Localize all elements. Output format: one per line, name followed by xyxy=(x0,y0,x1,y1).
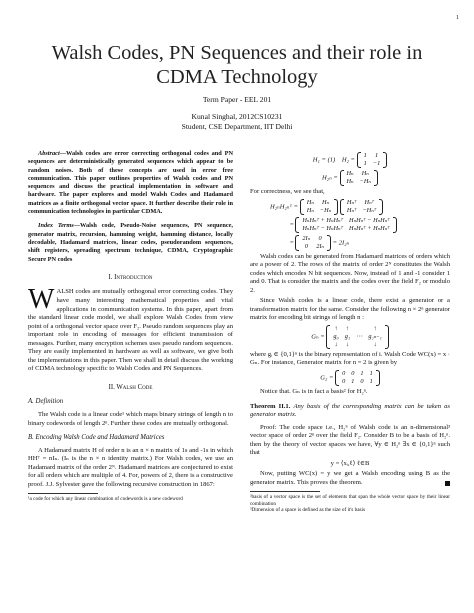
theorem xyxy=(250,403,450,420)
eq-final: = 2I₂ₙ xyxy=(332,239,350,247)
section-heading-introduction: I. Introduction xyxy=(108,273,153,281)
equation-product-expanded: = HₙHₙᵀ + HₙHₙᵀ HₙHₙᵀ − HₙHₙᵀ HₙHₙᵀ − HₙHₙᵀ HₙHₙᵀ + HₙHₙᵀ xyxy=(250,217,450,233)
eq-h2-lhs: H₂ = xyxy=(341,156,356,164)
matrix-gn: ↑ ↑ ↑ g₀ g₁ ⋯ g₂ₙ₋₁ ↓ ↓ ↓ xyxy=(326,325,388,349)
paper-subtitle: Term Paper - EEL 201 xyxy=(202,95,272,104)
footnote-2: ²basis of a vector space is the set of elements that span the whole vector space by their linear combination xyxy=(250,494,450,507)
index-terms-text: —Walsh code, Pseudo-Noise sequences, PN sequence, generator matrix, recursion, hamming weight, hamming distance, locally decodable, Hadamard matrices, linear codes, pseudorandom sequences, shift registers, spreading spectrum technique, CDMA, Cryptographic Secure PN codes xyxy=(28,222,233,263)
proof-conclusion xyxy=(250,470,450,487)
section-heading-walsh-code: II. Walsh Code xyxy=(108,383,153,391)
right-column xyxy=(250,150,450,514)
matrix-g2: 0 0 1 1 0 1 0 1 xyxy=(335,370,380,386)
theorem-label: Theorem II.1. xyxy=(250,402,291,410)
subsection-heading-encoding: B. Encoding Walsh Code and Hadamard Matrices xyxy=(28,434,165,442)
theorem-text: Any basis of the corresponding matrix can be taken as generator matrix. xyxy=(250,402,450,419)
paragraph-generator: Since Walsh codes is a linear code, there exist a generator or a transformation matrix for the same. Consider the following n × 2ⁿ generator matrix for encoding bit strings of length n : xyxy=(250,297,450,322)
definition-paragraph: The Walsh code is a linear code¹ which maps binary strings of length n to binary codewords of length 2ⁿ. Further these codes are mutually orthogonal. xyxy=(28,410,233,427)
matrix-a: Hₙ Hₙ Hₙ −Hₙ xyxy=(300,199,338,215)
left-column xyxy=(28,150,233,503)
qed-symbol xyxy=(445,481,450,486)
matrix-2i: 2Iₙ 0 0 2Iₙ xyxy=(295,235,331,251)
intro-paragraph xyxy=(28,284,233,373)
eq-gn-lhs: Gₙ = xyxy=(311,333,325,341)
paragraph-gi-definition: where gᵢ ∈ {0,1}ⁿ is the binary representation of i. Walsh Code WC(x) = x · Gₙ. For instance, Generator matrix for n = 2 is given by xyxy=(250,350,450,367)
author-line: Kunal Singhal, 2012CS10231 xyxy=(191,112,283,121)
abstract-label: Abstract xyxy=(38,150,60,157)
matrix-h2n: Hₙ Hₙ Hₙ −Hₙ xyxy=(340,170,378,186)
paper-title-line1: Walsh Codes, PN Sequences and their role in xyxy=(51,42,423,64)
footnote-rule-right xyxy=(250,491,320,492)
correctness-text: For correctness, we see that, xyxy=(250,188,325,195)
drop-cap: W xyxy=(28,284,55,316)
subsection-heading-definition: A. Definition xyxy=(28,398,64,406)
abstract xyxy=(28,150,233,216)
equation-h2n xyxy=(250,170,450,186)
page-number: 1 xyxy=(456,15,459,21)
equation-h1-h2 xyxy=(250,152,450,168)
paragraph-hadamard-walsh: Walsh codes can be generated from Hadamard matrices of orders which are a power of 2. The rows of the matrix of order 2ᴺ constitutes the Walsh codes which encodes N bit sequences. Now, instead of 1 and -1 consider 1 and 0. That is consider the matrix and the codes over the field F₂ or modulo 2. xyxy=(250,252,450,294)
matrix-b: Hₙᵀ Hₙᵀ Hₙᵀ −Hₙᵀ xyxy=(340,199,383,215)
matrix-h2: 1 1 1 −1 xyxy=(357,152,388,168)
equation-gn xyxy=(250,325,450,349)
affiliation-line: Student, CSE Department, IIT Delhi xyxy=(181,121,293,131)
index-terms-label: Index Terms xyxy=(38,222,74,230)
eq-g2-lhs: G₂ = xyxy=(320,374,334,382)
intro-text: ALSH codes are mutually orthogonal error correcting codes. They have many interesting mathematical properties and vital applications in communication systems. In this paper, apart from the standard linear code model, we shall explore Walsh Codes from view point of a orthogonal vector space over F₂. Pseudo random sequences play an important role in encoding of messages for efficient transmission of messages. Further, many encryption schemes uses pseudo random sequences. They are easily implemented in hardware as well as software, we give both the implementations in this paper. Then we shall in detail discuss the working of CDMA technology specific to Walsh Codes and PN Sequences. xyxy=(28,288,233,373)
abstract-text: —Walsh codes are error correcting orthogonal codes and PN sequences are deterministically generated sequences which appear to be random noises. Both of these concepts are used in error free communication. This paper outlines properties of Walsh codes and PN sequences and discuss the practical implementation in software and hardware. The paper explores and model Walsh Codes and Hadamard matrices as a finite orthogonal vector space. It further describe their role in communication technologies in particular CDMA. xyxy=(28,150,233,216)
eq-h1: H₁ = (1) xyxy=(312,156,336,164)
footnote-3: ³Dimension of a space is defined as the size of it's basis xyxy=(250,507,366,514)
equation-product xyxy=(250,199,450,215)
proof-conclusion-text: Now, putting WC(x) = y we get a Walsh encoding using B as the generator matrix. This proves the theorem. xyxy=(250,470,450,486)
eq-product-lhs: H₂ₙH₂ₙᵀ = xyxy=(270,203,299,211)
equation-g2 xyxy=(250,370,450,386)
paper-title-line2: CDMA Technology xyxy=(156,66,318,88)
eq-h2n-lhs: H₂ₙ = xyxy=(322,174,338,182)
matrix-expanded: HₙHₙᵀ + HₙHₙᵀ HₙHₙᵀ − HₙHₙᵀ HₙHₙᵀ − HₙHₙᵀ HₙHₙᵀ + HₙHₙᵀ xyxy=(295,217,396,233)
footnote-rule xyxy=(28,493,98,494)
proof-paragraph: Proof: The code space i.e., H₂ⁿ of Walsh code is an n-dimensional³ vector space of order 2ⁿ over the field F₂. Consider B to be a basis of H₂ⁿ. then by the theory of vector spaces we have, ∀y ∈ H₂ⁿ ∃x ∈ {0,1}ⁿ such that xyxy=(250,423,450,457)
index-terms xyxy=(28,222,233,263)
paragraph-basis-note: Notice that. Gₙ is in fact a basis² for H₂ⁿ. xyxy=(260,388,368,396)
equation-product-result: = 2Iₙ 0 0 2Iₙ = 2I₂ₙ xyxy=(290,234,350,250)
encoding-paragraph: A Hadamard matrix H of order n is an n × n matrix of 1s and -1s in which HHᵀ = nIₙ. (Iₙ is the n × n identity matrix.) For Walsh codes, we use an Hadamard matrix of the order 2ᴺ. Hadamard matrices are conjectured to exist for all orders which are multiple of 4. For, powers of 2, there is a constructive proof. J.J. Sylvester gave the following recursive construction in 1867: xyxy=(28,446,233,488)
footnote-1: ¹a code for which any linear combination of codewords is a new codeword xyxy=(28,496,183,503)
equation-y: y = ⟨xᵢ,ℓ⟩ ℓ∈B xyxy=(330,459,370,467)
